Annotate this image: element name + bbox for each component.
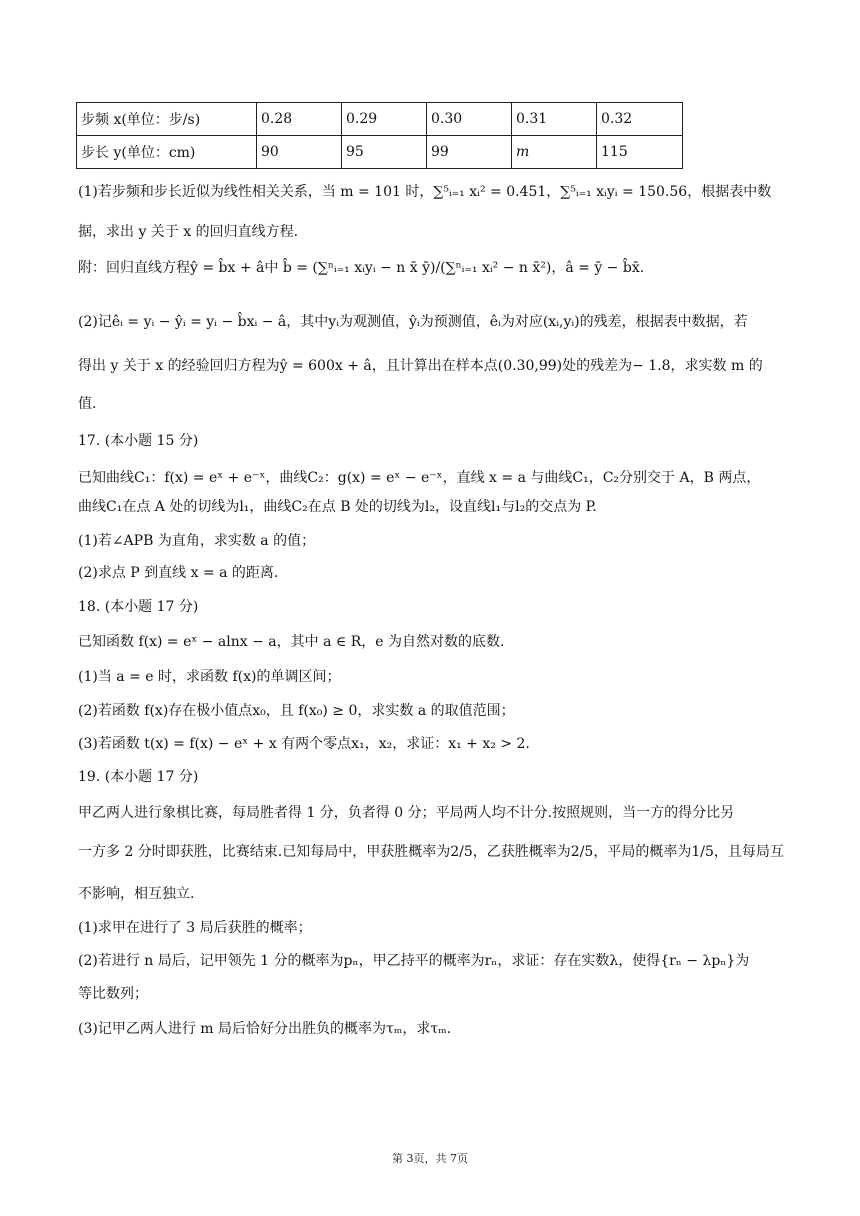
table-row bbox=[77, 136, 683, 169]
table-cell: m bbox=[512, 136, 597, 169]
problem-18-heading: 18. (本小题 17 分) bbox=[78, 599, 199, 615]
problem-16-part1-line1: (1)若步频和步长近似为线性相关关系，当 m = 101 时，∑⁵ᵢ₌₁ xᵢ² = 0.451，∑⁵ᵢ₌₁ xᵢyᵢ = 150.56，根据表中数 bbox=[78, 184, 772, 200]
regression-formula-note: 附：回归直线方程ŷ = b̂x + â中 b̂ = (∑ⁿᵢ₌₁ xᵢyᵢ − n x̄ ȳ)/(∑ⁿᵢ₌₁ xᵢ² − n x̄²)，â = ȳ − b̂x̄. bbox=[78, 260, 645, 276]
problem-16-part2-line2: 得出 y 关于 x 的经验回归方程为ŷ = 600x + â，且计算出在样本点(0.30,99)处的残差为− 1.8，求实数 m 的 bbox=[78, 358, 763, 374]
problem-17-part2: (2)求点 P 到直线 x = a 的距离. bbox=[78, 565, 279, 581]
table-cell: 0.32 bbox=[597, 103, 683, 136]
table-cell: 0.31 bbox=[512, 103, 597, 136]
table-cell: 90 bbox=[257, 136, 342, 169]
table-cell: 115 bbox=[597, 136, 683, 169]
table-header-cell: 步长 y(单位：cm) bbox=[77, 136, 257, 169]
problem-18-part1: (1)当 a = e 时，求函数 f(x)的单调区间； bbox=[78, 669, 341, 685]
problem-19-part3: (3)记甲乙两人进行 m 局后恰好分出胜负的概率为τₘ，求τₘ. bbox=[78, 1021, 452, 1037]
problem-17-heading: 17. (本小题 15 分) bbox=[78, 433, 199, 449]
problem-16-part2-line1: (2)记êᵢ = yᵢ − ŷᵢ = yᵢ − b̂xᵢ − â，其中yᵢ为观测值，ŷᵢ为预测值，êᵢ为对应(xᵢ,yᵢ)的残差，根据表中数据，若 bbox=[78, 314, 748, 330]
table-cell: 0.30 bbox=[427, 103, 512, 136]
problem-19-part1: (1)求甲在进行了 3 局后获胜的概率； bbox=[78, 920, 312, 936]
problem-16-part1-line2: 据，求出 y 关于 x 的回归直线方程. bbox=[78, 224, 299, 240]
page-footer: 第 3页，共 7页 bbox=[392, 1152, 468, 1165]
problem-18-part3: (3)若函数 t(x) = f(x) − eˣ + x 有两个零点x₁，x₂，求证：x₁ + x₂ > 2. bbox=[78, 736, 530, 752]
data-table bbox=[76, 102, 683, 169]
table-row bbox=[77, 103, 683, 136]
table-header-cell: 步频 x(单位：步/s) bbox=[77, 103, 257, 136]
problem-16-part2-line3: 值. bbox=[78, 396, 97, 412]
problem-19-heading: 19. (本小题 17 分) bbox=[78, 769, 199, 785]
problem-19-part2-line2: 等比数列； bbox=[78, 986, 148, 1002]
table-cell: 0.28 bbox=[257, 103, 342, 136]
problem-18-part2: (2)若函数 f(x)存在极小值点x₀，且 f(x₀) ≥ 0，求实数 a 的取值范围； bbox=[78, 703, 515, 719]
problem-19-stem-line2: 一方多 2 分时即获胜，比赛结束.已知每局中，甲获胜概率为2/5，乙获胜概率为2/5，平局的概率为1/5，且每局互 bbox=[78, 844, 784, 860]
problem-19-stem-line1: 甲乙两人进行象棋比赛，每局胜者得 1 分，负者得 0 分；平局两人均不计分.按照规则，当一方的得分比另 bbox=[78, 805, 735, 821]
problem-18-stem: 已知函数 f(x) = eˣ − alnx − a，其中 a ∈ R，e 为自然对数的底数. bbox=[78, 634, 505, 650]
table-cell: 95 bbox=[342, 136, 427, 169]
problem-19-part2-line1: (2)若进行 n 局后，记甲领先 1 分的概率为pₙ，甲乙持平的概率为rₙ，求证：存在实数λ，使得{rₙ − λpₙ}为 bbox=[78, 953, 750, 969]
problem-19-stem-line3: 不影响，相互独立. bbox=[78, 886, 195, 902]
table-cell: 99 bbox=[427, 136, 512, 169]
problem-17-stem-line2: 曲线C₁在点 A 处的切线为l₁，曲线C₂在点 B 处的切线为l₂，设直线l₁与l₂的交点为 P. bbox=[78, 499, 597, 515]
problem-17-part1: (1)若∠APB 为直角，求实数 a 的值； bbox=[78, 533, 316, 549]
problem-17-stem-line1: 已知曲线C₁：f(x) = eˣ + e⁻ˣ，曲线C₂：g(x) = eˣ − e⁻ˣ，直线 x = a 与曲线C₁，C₂分别交于 A，B 两点， bbox=[78, 470, 761, 486]
table-cell: 0.29 bbox=[342, 103, 427, 136]
